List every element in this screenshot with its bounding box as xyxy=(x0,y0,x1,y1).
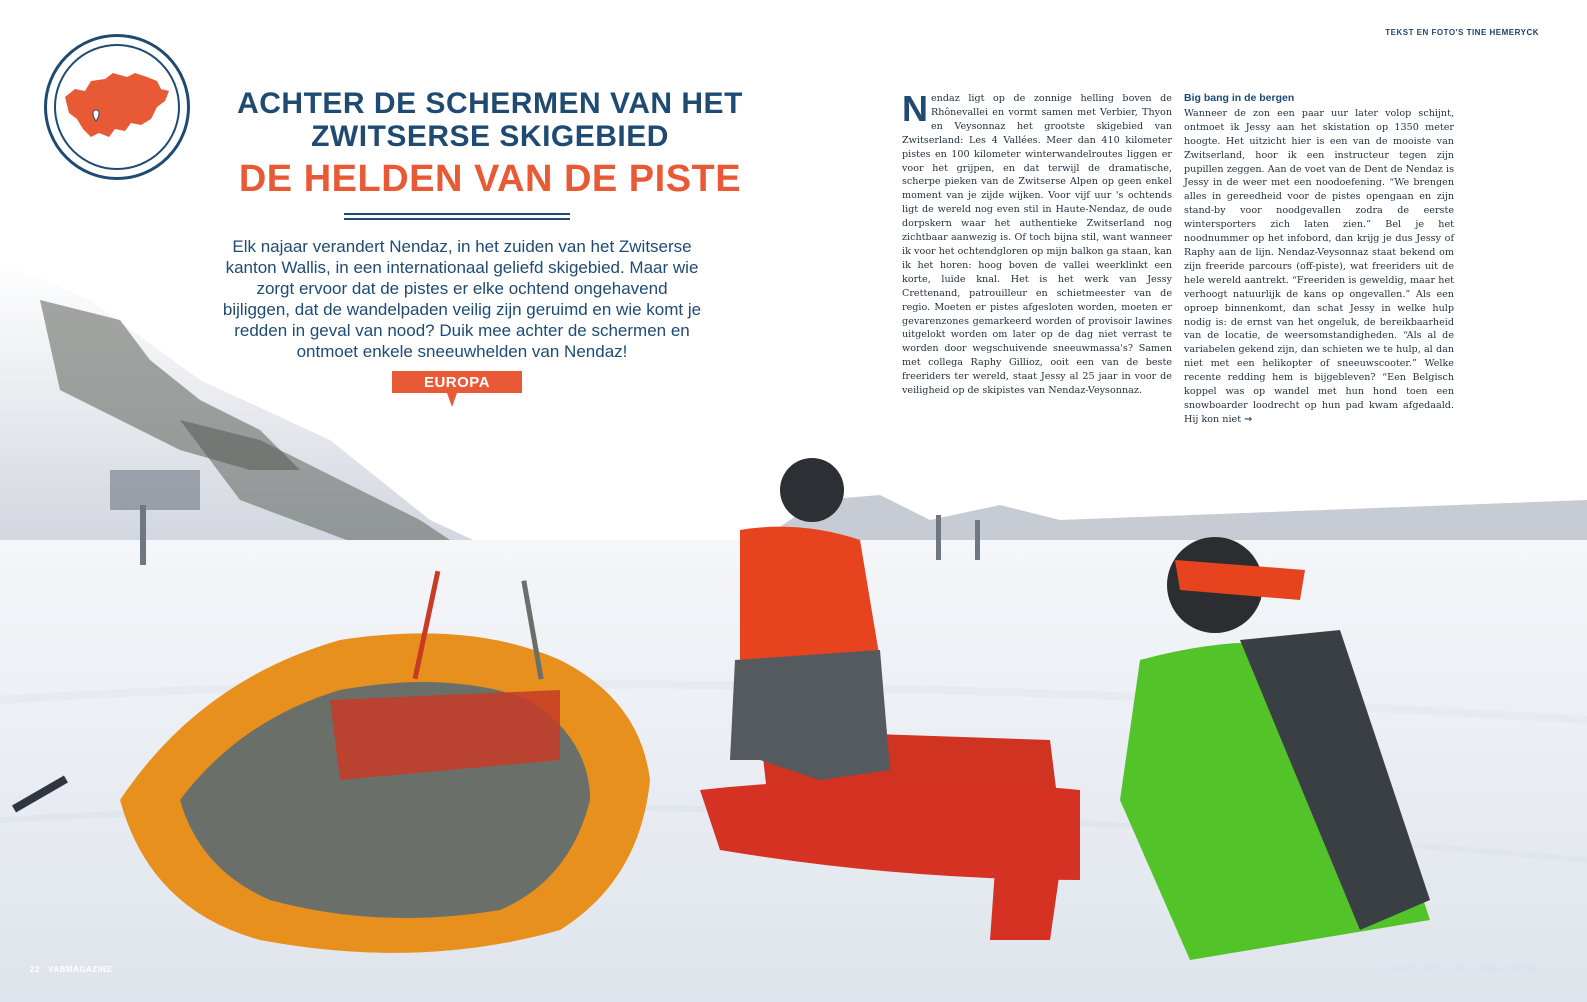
headline-title: DE HELDEN VAN DE PISTE xyxy=(238,158,742,200)
intro-text: Elk najaar verandert Nendaz, in het zuiden van het Zwitserse kanton Wallis, in een internationaal geliefd skigebied. Maar wie zorgt ervoor dat de pistes er elke ochtend ongehavend bijliggen, dat de wandelpaden veilig zijn geruimd en wie komt je redden in geval van nood? Duik mee achter de schermen en ontmoet enkele sneeuwhelden van Nendaz! xyxy=(222,237,702,361)
section-tag-label: EUROPA xyxy=(423,374,491,391)
credit-prefix: TEKST EN FOTO'S xyxy=(1385,28,1464,37)
folio-right: MAART-APRIL 2023 VABMAGAZINE xyxy=(1386,965,1537,974)
credit-name: TINE HEMERYCK xyxy=(1466,28,1539,37)
magazine-name: VABMAGAZINE xyxy=(48,965,113,974)
headline-line-2: ZWITSERSE SKIGEBIED xyxy=(311,120,669,153)
headline-divider xyxy=(344,213,570,225)
photo-credit xyxy=(1385,28,1539,37)
body-column-1 xyxy=(902,88,1172,398)
section-tag xyxy=(392,371,522,409)
body-column-2 xyxy=(1184,92,1454,427)
arrow-right-icon: → xyxy=(1244,413,1253,425)
drop-cap: N xyxy=(902,88,928,129)
body-text-2: Wanneer de zon een paar uur later volop schijnt, ontmoet ik Jessy aan het skistation op 1350 meter hoogte. Het uitzicht hier is een van de mooiste van Zwitserland, hoor ik een instructeur tegen zijn pupillen zeggen. Aan de voet van de Dent de Nendaz is Jessy in de weer met een noodoefening. “We brengen alles in gereedheid voor de pistes opengaan en zijn stand-by voor noodgevallen zodra de eerste wintersporters zich laten zien.” Bel je het noodnummer op het infobord, dan krijg je dus Jessy of Raphy aan de lijn. Nendaz-Veysonnaz staat bekend om zijn freeride parcours (off-piste), wat freeriders uit de hele wereld aantrekt. “Freeriden is geweldig, maar het verhoogt natuurlijk de kans op ongevallen.” Als een oproep binnenkomt, dan schat Jessy in welke hulp nodig is: de ernst van het ongeluk, de bereikbaarheid van de locatie, de weersomstandigheden. “Als al de variabelen gekend zijn, dan schieten we te hulp, al dan niet met een helikopter of sneeuwscooter.” Welke recente redding hem is bijgebleven? “Een Belgisch koppel was op wandel met hun hond toen een snowboarder loodrecht op hun pad kwam afgedaald. Hij kon niet xyxy=(1184,107,1454,425)
page-number: 22 xyxy=(30,965,40,974)
headline-kicker xyxy=(200,87,780,153)
switzerland-map-icon xyxy=(61,67,175,147)
section-subhead: Big bang in de bergen xyxy=(1184,92,1295,104)
headline-line-1: ACHTER DE SCHERMEN VAN HET xyxy=(237,87,743,120)
body-text-1: endaz ligt op de zonnige helling boven de Rhônevallei en vormt samen met Verbier, Thyon en Veysonnaz het grootste skigebied van Zwitserland: Les 4 Vallées. Meer dan 410 kilometer pistes en 100 kilometer winterwandelroutes liggen er voor het grijpen, en dat terwijl de dramatische, scherpe pieken van de Zwitserse Alpen op geen enkel moment van je zijde wijken. Voor vijf uur 's ochtends ligt de wereld nog even stil in Haute-Nendaz, de oude dorpskern waar het authentieke Zwitserland nog zichtbaar aanwezig is. Of toch bijna stil, want wanneer ik voor het ochtendgloren op mijn balkon ga staan, kan ik het horen: hoog boven de vallei weerklinkt een korte, luide knal. Het is het werk van Jessy Crettenand, patrouilleur en schietmeester van de regio. Moeten er pistes afgesloten worden, moeten er gevarenzones gemarkeerd worden of provisoir lawines uitgelokt worden om later op de dag niet verrast te worden door wegschuivende sneeuwmassa's? Samen met collega Raphy Gillioz, ooit een van de beste freeriders ter wereld, staat Jessy al 25 jaar in voor de veiligheid op de skipistes van Nendaz-Veysonnaz. xyxy=(902,93,1172,397)
folio-left xyxy=(30,965,113,974)
